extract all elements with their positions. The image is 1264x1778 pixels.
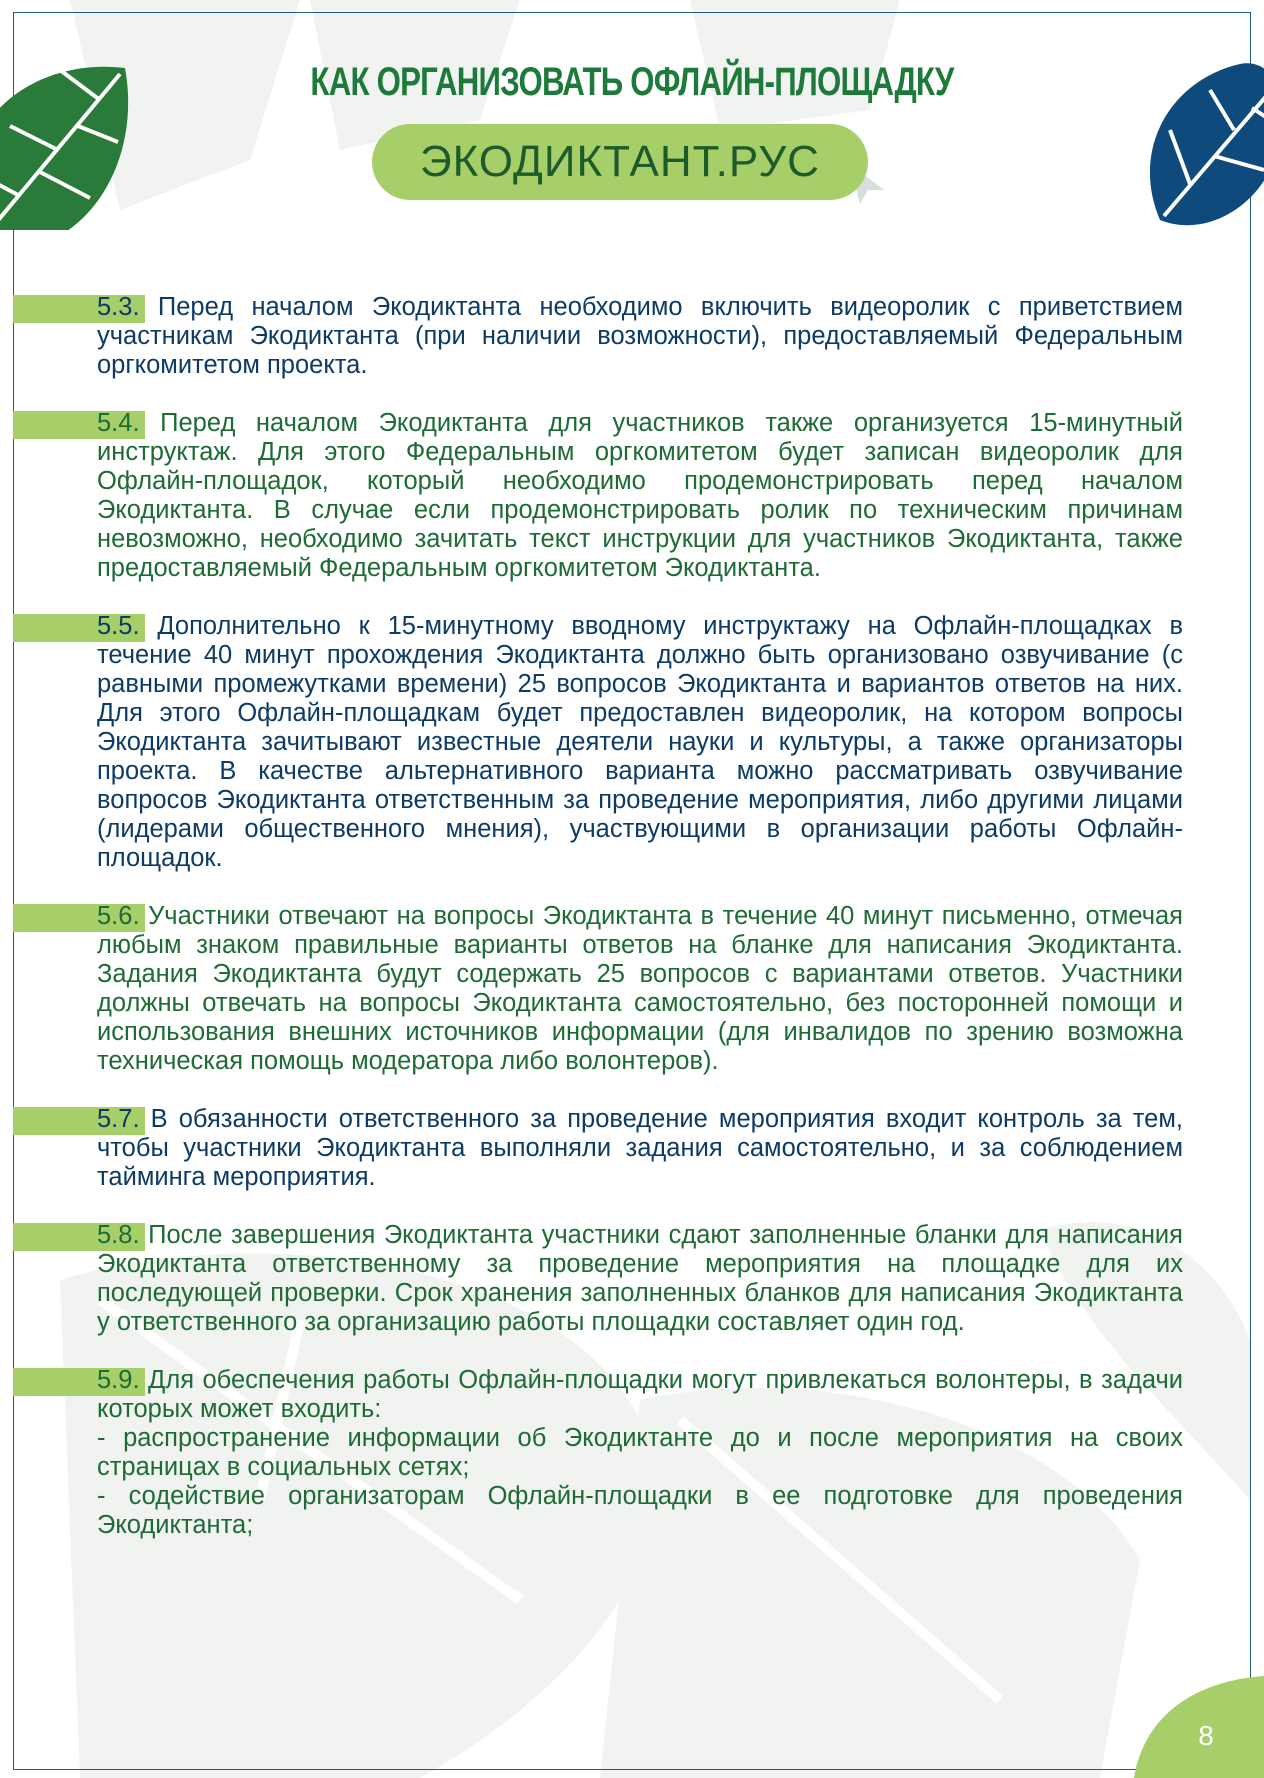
page-number: 8 [1198, 1720, 1214, 1751]
list-item: - содействие организаторам Офлайн-площадки в ее подготовке для проведения Экодиктанта; [97, 1482, 1183, 1539]
section-number: 5.3. [97, 293, 158, 321]
section-5-7 [97, 1105, 1183, 1192]
list-item: - распространение информации об Экодиктанте до и после мероприятия на своих страницах в социальных сетях; [97, 1424, 1183, 1481]
section-number: 5.6. [97, 902, 149, 930]
section-number: 5.4. [97, 409, 161, 437]
section-number: 5.8. [97, 1221, 149, 1249]
section-5-8 [97, 1221, 1183, 1337]
site-pill [372, 124, 868, 200]
blue-leaf-icon [1130, 30, 1264, 230]
section-5-6 [97, 902, 1183, 1076]
section-text: Дополнительно к 15-минутному вводному инструктажу на Офлайн-площадках в течение 40 минут прохождения Экодиктанта должно быть организовано озвучивание (с равными промежутками времени) 25 вопросов Экодиктанта и вариантов ответов на них. Для этого Офлайн-площадкам будет предоставлен видеоролик, на котором вопросы Экодиктанта зачитывают известные деятели науки и культуры, а также организаторы проекта. В качестве альтернативного варианта можно рассматривать озвучивание вопросов Экодиктанта ответственным за проведение мероприятия, либо другими лицами (лидерами общественного мнения), участвующими в организации работы Офлайн-площадок. [97, 612, 1183, 872]
section-5-5 [97, 612, 1183, 873]
section-text: В обязанности ответственного за проведение мероприятия входит контроль за тем, чтобы участники Экодиктанта выполняли задания самостоятельно, и за соблюдением тайминга мероприятия. [97, 1105, 1183, 1191]
green-leaf-icon [0, 30, 140, 230]
section-number: 5.9. [97, 1366, 149, 1394]
section-text: После завершения Экодиктанта участники сдают заполненные бланки для написания Экодиктанта ответственному за проведение мероприятия на площадке для их последующей проверки. Срок хранения заполненных бланков для написания Экодиктанта у ответственного за организацию работы площадки составляет один год. [97, 1221, 1183, 1336]
section-text: Для обеспечения работы Офлайн-площадки могут привлекаться волонтеры, в задачи которых может входить: [97, 1366, 1184, 1423]
page-title: КАК ОРГАНИЗОВАТЬ ОФЛАЙН-ПЛОЩАДКУ [310, 60, 954, 104]
main-content [97, 293, 1183, 1569]
section-5-3 [97, 293, 1183, 380]
section-text: Перед началом Экодиктанта для участников также организуется 15-минутный инструктаж. Для этого Федеральным оргкомитетом будет записан видеоролик для Офлайн-площадок, который необходимо продемонстрировать перед началом Экодиктанта. В случае если продемонстрировать ролик по техническим причинам невозможно, необходимо зачитать текст инструкции для участников Экодиктанта, также предоставляемый Федеральным оргкомитетом Экодиктанта. [97, 409, 1183, 582]
section-text: Участники отвечают на вопросы Экодиктанта в течение 40 минут письменно, отмечая любым знаком правильные варианты ответов на бланке для написания Экодиктанта. Задания Экодиктанта будут содержать 25 вопросов с вариантами ответов. Участники должны отвечать на вопросы Экодиктанта самостоятельно, без посторонней помощи и использования внешних источников информации (для инвалидов по зрению возможна техническая помощь модератора либо волонтеров). [97, 902, 1183, 1075]
section-text: Перед началом Экодиктанта необходимо включить видеоролик с приветствием участникам Экодиктанта (при наличии возможности), предоставляемый Федеральным оргкомитетом проекта. [97, 293, 1183, 379]
section-number: 5.7. [97, 1105, 151, 1133]
site-label-badge [372, 124, 882, 214]
section-5-9 [97, 1366, 1183, 1540]
section-5-4 [97, 409, 1183, 583]
section-number: 5.5. [97, 612, 158, 640]
site-name: ЭКОДИКТАНТ.РУС [420, 137, 820, 186]
